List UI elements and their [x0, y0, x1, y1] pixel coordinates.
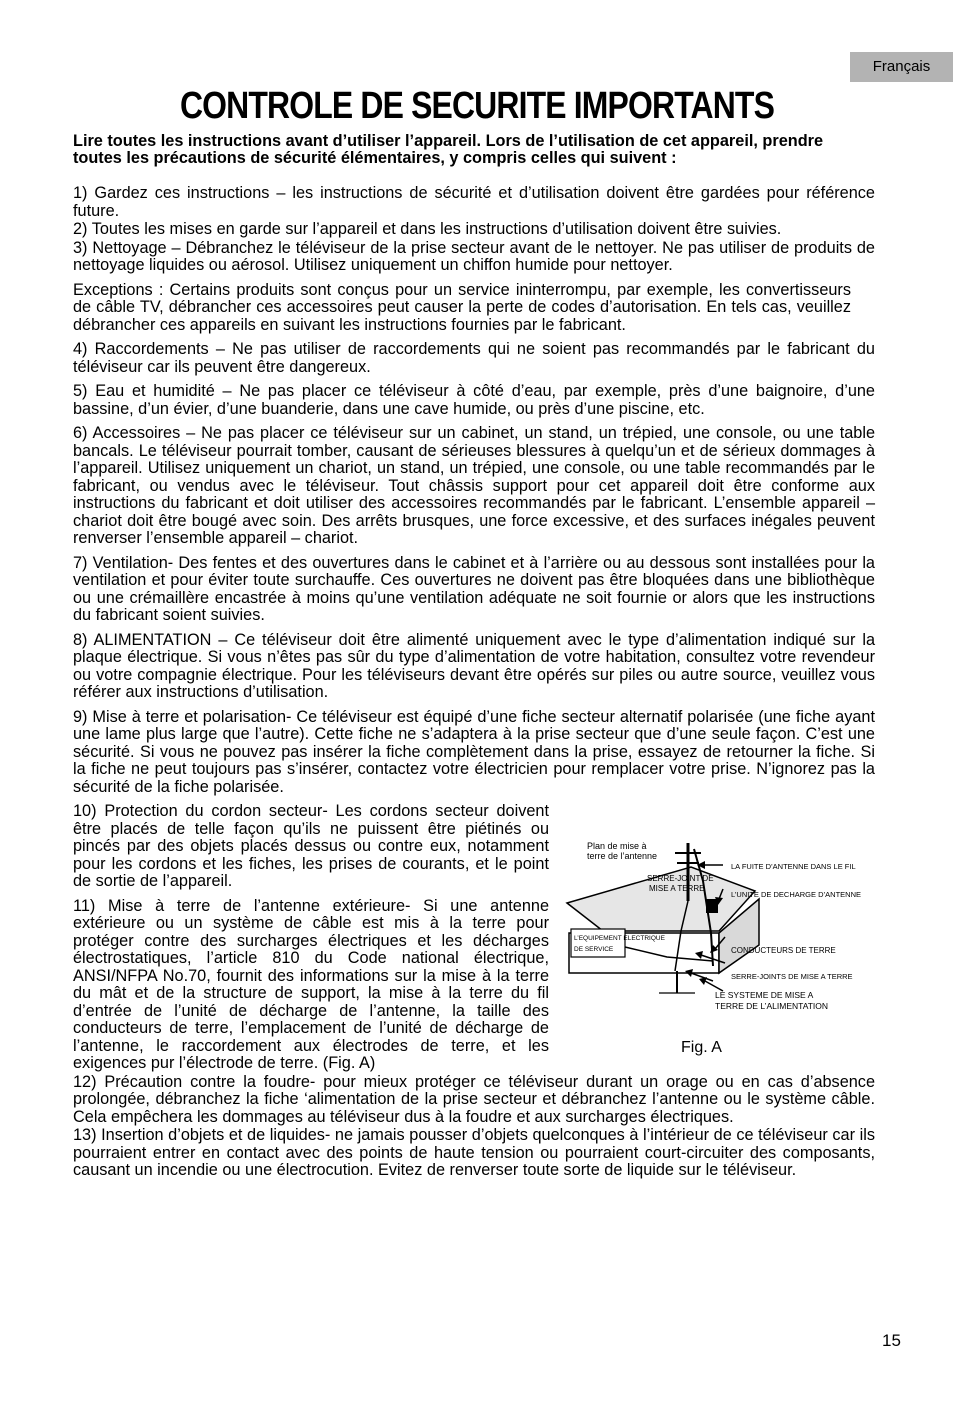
instruction-9: 9) Mise à terre et polarisation- Ce téléviseur est équipé d’une fiche secteur alternatif polarisée (une fiche ayant une lame plus large que l’autre). Cette fiche ne s’adaptera à la prise secteur que d’une seule façon. C’est une sécurité. Si vous ne pouvez pas insérer la fiche complètement dans la prise, essayez de retourner la fiche. Si la fiche ne peut toujours pas s’insérer, contactez votre électricien pour remplacer votre prise. N’ignorez pas la sécurité de la fiche polarisée. [73, 707, 875, 796]
instruction-13: 13) Insertion d’objets et de liquides- ne jamais pousser d’objets quelconques à l’intérieur de ce téléviseur car ils pourraient entrer en contact avec des points de haute tension ou pourraient court-circuiter des composants, causant un incendie ou une électrocution. Evitez de renverser toute sorte de liquide sur le téléviseur. [73, 1126, 875, 1179]
label-power-ground-2: TERRE DE L’ALIMENTATION [715, 1001, 829, 1011]
antenna-grounding-diagram [563, 841, 875, 1037]
instruction-1: 1) Gardez ces instructions – les instructions de sécurité et d’utilisation doivent être gardées pour référence future. [73, 184, 875, 220]
instruction-6: 6) Accessoires – Ne pas placer ce téléviseur sur un cabinet, un stand, un trépied, une console, ou une table bancals. Le téléviseur pourrait tomber, causant de sérieuses blessures à quelqu’un et de sérieux dommages à l’appareil. Utilisez uniquement un chariot, un stand, un trépied, une console, ou une table recommandés par le fabricant, ou vendus avec le téléviseur. Tout châssis support pour cet appareil doit être conforme aux instructions du fabricant et doit utiliser des accessoires recommandés par le fabricant. L’ensemble appareil – chariot doit être bougé avec soin. Des arrêts brusques, une force excessive, et des surfaces inégales peuvent renverser l’ensemble appareil – chariot. [73, 424, 875, 547]
label-discharge-unit: L’UNITE DE DECHARGE D’ANTENNE [731, 890, 862, 899]
instruction-11: 11) Mise à terre de l’antenne extérieure- Si une antenne extérieure ou un système de câble est mis à la terre pour protéger contre des surcharges électriques et les décharges électrostatiques, l’article 810 du Code national électrique, ANSI/NFPA No.70, fournit des informations sur la mise à la terre du mât et de la structure de support, la mise à la terre du fil d’entrée de l’unité de décharge de l’antenne, la taille des conducteurs de terre, l’emplacement de l’unité de décharge de l’antenne, le raccordement aux électrodes de terre, et les exigences pur l’électrode de terre. (Fig. A) [73, 896, 549, 1072]
label-equipment-1: L’EQUIPEMENT ELECTRIQUE [574, 935, 665, 942]
label-lead-in-wire: LA FUITE D’ANTENNE DANS LE FIL [731, 862, 856, 871]
page-title: CONTROLE DE SECURITE IMPORTANTS [179, 85, 775, 127]
label-clamp-2: MISE A TERRE [649, 884, 705, 893]
figure-caption: Fig. A [681, 1039, 722, 1056]
instruction-7: 7) Ventilation- Des fentes et des ouvertures dans le cabinet et à l’arrière ou au dessous sont installées pour la ventilation et pour éviter toute surchauffe. Ces ouvertures ne doivent pas être bloquées dans une bibliothèque ou une crémaillère encastrée à moins qu’une ventilation adéquate ne soit fournie or alors que les instructions du fabricant soient suivies. [73, 553, 875, 624]
instruction-10: 10) Protection du cordon secteur- Les cordons secteur doivent être placés de telle façon qu’ils ne puissent être piétinés ou pincés par des objets placés dessus ou contre eux, notamment pour les cordons et les fiches, les prises de courants, et le point de sortie de l’appareil. [73, 802, 549, 890]
instruction-2: 2) Toutes les mises en garde sur l’appareil et dans les instructions d’utilisation doivent être suivies. [73, 220, 782, 238]
instruction-exceptions: Exceptions : Certains produits sont conçus pour un service ininterrompu, par exemple, les convertisseurs de câble TV, débrancher ces accessoires peut causer la perte de codes d’autorisation. En tels cas, veuillez débrancher ces appareils en suivant les instructions fournies par le fabricant. [73, 280, 851, 334]
label-antenna-ground-plan-1: Plan de mise à [587, 841, 647, 851]
label-clamps: SERRE-JOINTS DE MISE A TERRE [731, 972, 853, 981]
antenna-grounding-figure [563, 803, 875, 1068]
label-conductors: CONDUCTEURS DE TERRE [731, 946, 836, 955]
label-power-ground-1: LE SYSTEME DE MISE A [715, 990, 814, 1000]
label-clamp-1: SERRE-JOINT DE [647, 874, 714, 883]
instruction-8: 8) ALIMENTATION – Ce téléviseur doit être alimenté uniquement avec le type d’alimentation indiqué sur la plaque électrique. Si vous n’êtes pas sûr du type d’alimentation de votre habitation, consultez votre revendeur ou votre compagnie électrique. Pour les téléviseurs devant être opérés sur piles ou autre source, veuillez vous référer aux instructions d’utilisation. [73, 630, 875, 701]
instruction-4: 4) Raccordements – Ne pas utiliser de raccordements qui ne soient pas recommandés par le fabricant du téléviseur car ils peuvent être dangereux. [73, 340, 875, 376]
language-tab: Français [850, 52, 953, 82]
label-equipment-2: DE SERVICE [574, 946, 614, 953]
instruction-12: 12) Précaution contre la foudre- pour mieux protéger ce téléviseur durant un orage ou en cas d’absence prolongée, débranchez la fiche ‘alimentation de la prise secteur et débranchez l’antenne ou le système câble. Cela empêchera les dommages au téléviseur dus à la foudre et aux surcharges électriques. [73, 1072, 875, 1126]
page-number: 15 [882, 1331, 901, 1350]
safety-instructions [73, 185, 875, 1187]
instruction-5: 5) Eau et humidité – Ne pas placer ce téléviseur à côté d’eau, par exemple, près d’une baignoire, d’une bassine, d’un évier, d’une buanderie, dans une cave humide, ou près d’une piscine, etc. [73, 382, 875, 418]
label-antenna-ground-plan-2: terre de l’antenne [587, 851, 658, 861]
intro-text: Lire toutes les instructions avant d’utiliser l’appareil. Lors de l’utilisation de cet appareil, prendre toutes les précautions de sécurité élémentaires, y compris celles qui suivent : [73, 132, 824, 167]
instruction-3: 3) Nettoyage – Débranchez le téléviseur de la prise secteur avant de le nettoyer. Ne pas utiliser de produits de nettoyage liquides ou aérosol. Utilisez uniquement un chiffon humide pour nettoyer. [73, 238, 875, 274]
